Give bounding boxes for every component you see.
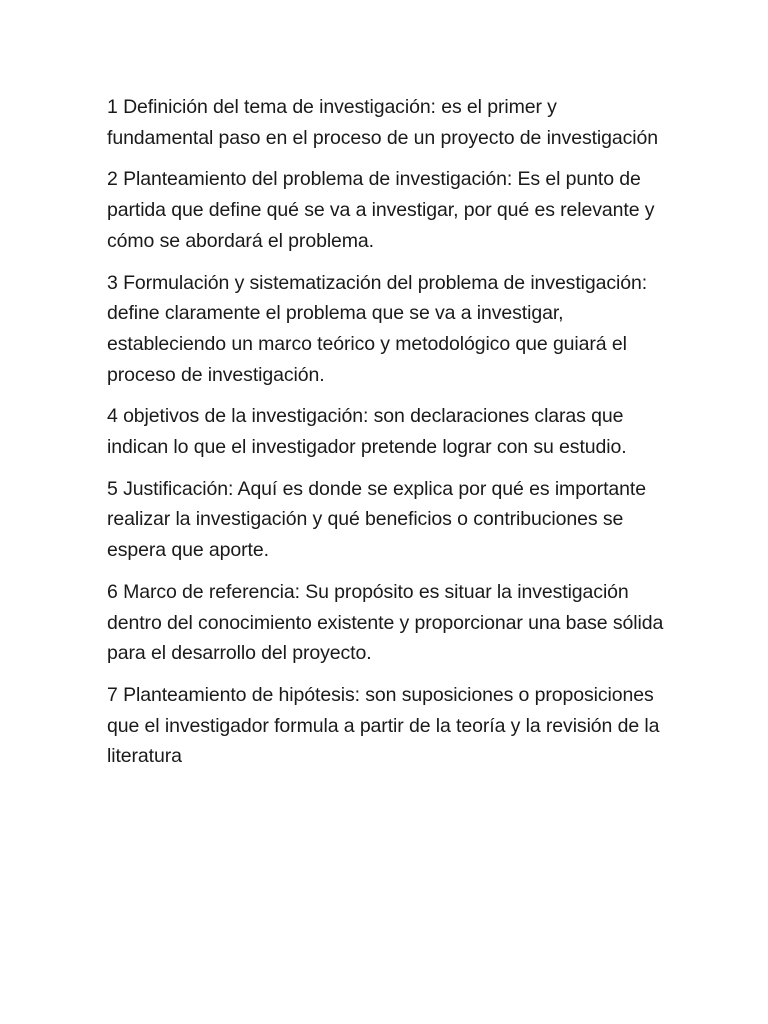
paragraph-marco-referencia: 6 Marco de referencia: Su propósito es situar la investigación dentro del conocimiento existente y proporcionar una base sólida para el desarrollo del proyecto.	[107, 580, 664, 665]
document-body	[107, 92, 667, 783]
paragraph-justificacion: 5 Justificación: Aquí es donde se explica por qué es importante realizar la investigación y qué beneficios o contribuciones se espera que aporte.	[107, 477, 646, 562]
paragraph-definicion-tema: 1 Definición del tema de investigación: es el primer y fundamental paso en el proceso de un proyecto de investigación	[107, 96, 659, 149]
paragraph-planteamiento-problema: 2 Planteamiento del problema de investigación: Es el punto de partida que define qué se va a investigar, por qué es relevante y cómo se abordará el problema.	[107, 168, 655, 252]
paragraph-formulacion-sistematizacion: 3 Formulación y sistematización del problema de investigación: define claramente el problema que se va a investigar, estableciendo un marco teórico y metodológico que guiará el proceso de investigación.	[107, 271, 648, 386]
paragraph-objetivos: 4 objetivos de la investigación: son declaraciones claras que indican lo que el investigador pretende lograr con su estudio.	[107, 405, 627, 459]
paragraph-hipotesis: 7 Planteamiento de hipótesis: son suposiciones o proposiciones que el investigador formula a partir de la teoría y la revisión de la literatura	[107, 683, 660, 768]
